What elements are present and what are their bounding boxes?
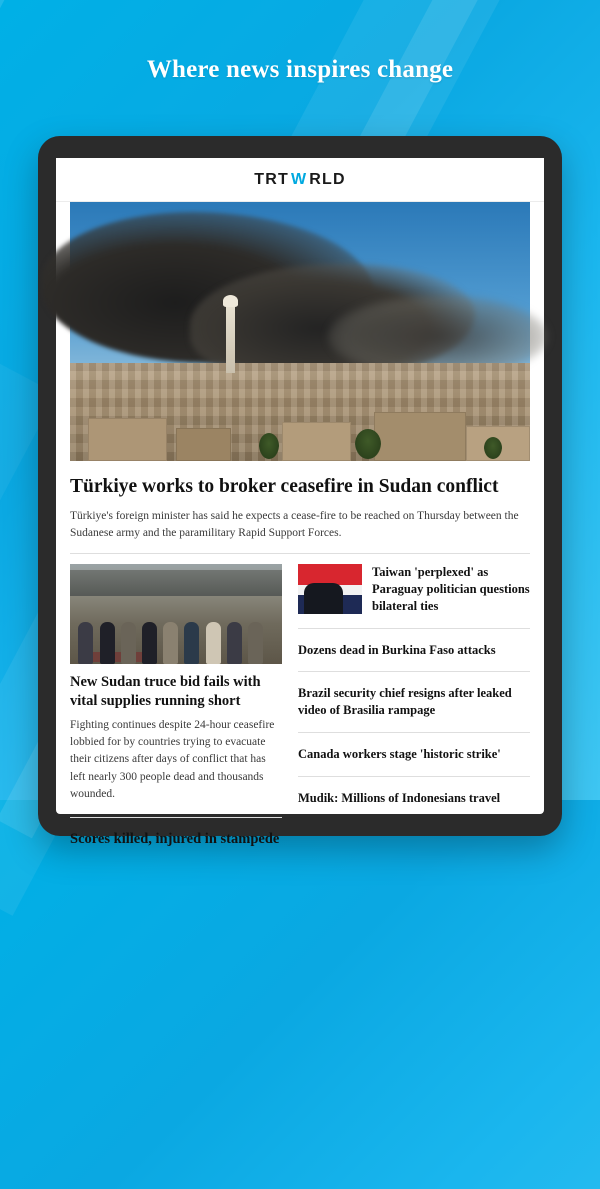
list-item-title: Taiwan 'perplexed' as Paraguay politician questions bilateral ties <box>372 565 530 613</box>
secondary-article-summary: Fighting continues despite 24-hour ceasefire lobbied for by countries trying to evacuate their citizens after days of conflict that has left nearly 300 people dead and thousands wounded. <box>70 718 275 800</box>
secondary-article-title[interactable]: New Sudan truce bid fails with vital supplies running short <box>70 674 261 709</box>
hero-minaret <box>226 303 235 373</box>
hero-building <box>374 412 466 461</box>
promo-tagline: Where news inspires change <box>146 56 454 83</box>
list-item[interactable] <box>298 790 530 820</box>
crowd-person <box>184 622 199 664</box>
flag-stripe-top <box>298 564 362 585</box>
logo-text-rld: RLD <box>309 170 346 188</box>
list-item-title: Canada workers stage 'historic strike' <box>298 746 501 761</box>
crowd-vehicle <box>70 570 282 596</box>
lead-article-title[interactable]: Türkiye works to broker ceasefire in Sudan conflict <box>70 476 499 497</box>
hero-cityscape <box>70 363 530 461</box>
list-item-thumbnail <box>298 564 362 614</box>
list-item[interactable] <box>298 685 530 733</box>
app-screen <box>56 158 544 848</box>
list-item-title: Brazil security chief resigns after leaked video of Brasilia rampage <box>298 686 512 718</box>
next-article-title[interactable]: Scores killed, injured in stampede <box>70 817 282 848</box>
list-item[interactable] <box>298 564 530 628</box>
lead-article-image[interactable] <box>70 202 530 461</box>
right-column-list <box>298 564 530 848</box>
logo-text-trt: TRT <box>254 170 289 188</box>
hero-tree <box>484 437 502 459</box>
left-column <box>70 564 282 848</box>
crowd-person <box>121 622 136 664</box>
crowd-person <box>227 622 242 664</box>
tablet-device-frame <box>38 136 562 848</box>
list-item-title: Mudik: Millions of Indonesians travel <box>298 790 501 805</box>
list-item-title: Dozens dead in Burkina Faso attacks <box>298 642 496 657</box>
thumbnail-figure <box>304 583 342 614</box>
hero-building <box>88 418 166 461</box>
background-streak <box>0 0 22 884</box>
crowd-person <box>78 622 93 664</box>
secondary-article-image[interactable] <box>70 564 282 664</box>
crowd-person <box>206 622 221 664</box>
crowd-person <box>248 622 263 664</box>
two-column-feed <box>70 554 530 848</box>
list-item[interactable] <box>298 746 530 777</box>
crowd-person <box>142 622 157 664</box>
list-item[interactable] <box>298 642 530 673</box>
crowd-person <box>100 622 115 664</box>
hero-building <box>176 428 231 461</box>
logo-text-w: W <box>290 170 308 188</box>
lead-article-summary: Türkiye's foreign minister has said he expects a cease-fire to be reached on Thursday between the Sudanese army and the paramilitary Rapid Support Forces. <box>70 509 519 539</box>
crowd-person <box>163 622 178 664</box>
hero-tree <box>259 433 279 459</box>
hero-building <box>282 422 351 461</box>
article-feed[interactable] <box>56 202 544 848</box>
trt-world-logo[interactable] <box>254 171 346 189</box>
app-header <box>56 158 544 202</box>
